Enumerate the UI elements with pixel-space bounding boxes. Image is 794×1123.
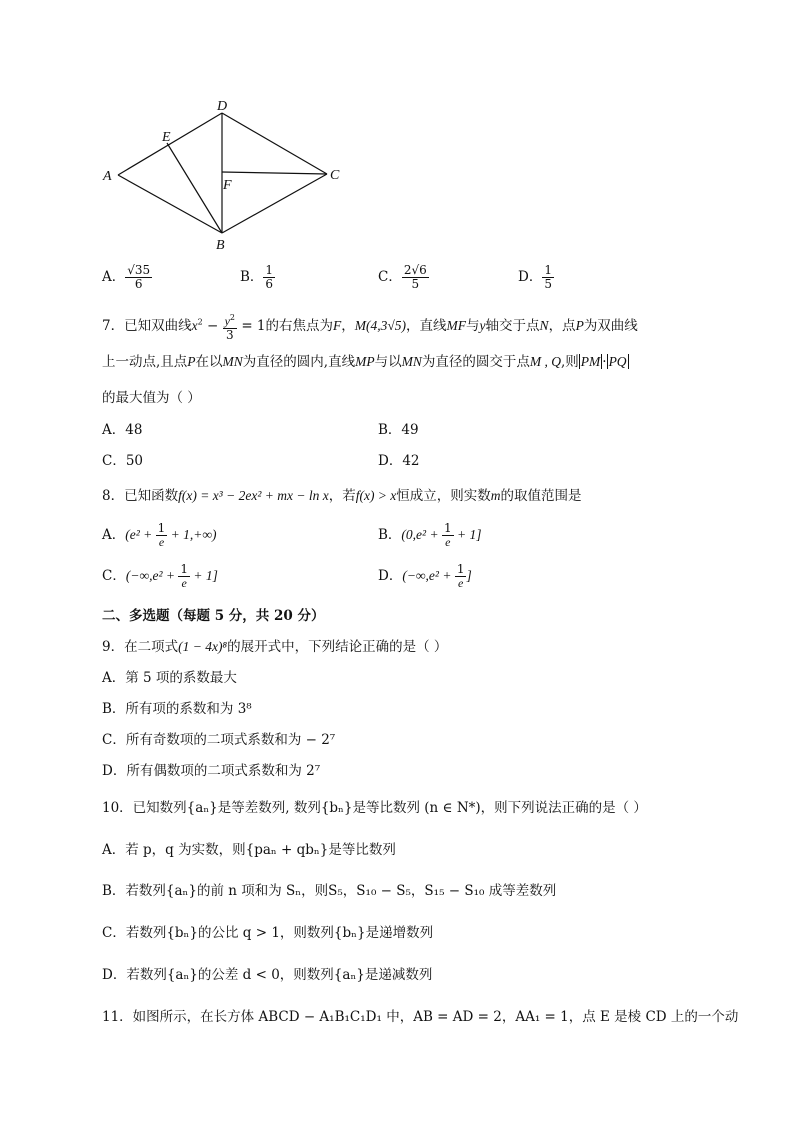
q9-stem: 9．在二项式(1 − 4x)⁸的展开式中，下列结论正确的是（ ）	[102, 639, 448, 655]
q7-option-c: C．50	[102, 453, 144, 469]
edge-FC	[222, 172, 327, 174]
q10-option-b: B．若数列{aₙ}的前 n 项和为 Sₙ，则S₅，S₁₀ − S₅，S₁₅ − S₁₀ 成等差数列	[102, 883, 557, 899]
edge-DC	[222, 113, 327, 174]
q11-stem: 11．如图所示，在长方体 ABCD − A₁B₁C₁D₁ 中，AB = AD = 2，AA₁ = 1，点 E 是棱 CD 上的一个动	[102, 1009, 739, 1025]
q6-option-a: A． $\frac{√35}{6}$	[102, 263, 151, 291]
q8-stem: 8．已知函数f(x) = x³ − 2ex² + mx − ln x，若f(x) > x恒成立，则实数m的取值范围是	[102, 488, 582, 504]
label-A: A	[103, 169, 112, 184]
q10-option-d: D．若数列{aₙ}的公差 d < 0，则数列{aₙ}是递减数列	[102, 967, 433, 983]
q9-option-a: A．第 5 项的系数最大	[102, 670, 237, 686]
label-E: E	[162, 130, 171, 145]
label-F: F	[223, 178, 232, 193]
q8-option-a: A．(e² + $\frac{1}{e}$ + 1,+∞)	[102, 521, 217, 549]
label-D: D	[217, 99, 228, 114]
q10-stem: 10．已知数列{aₙ}是等差数列, 数列{bₙ}是等比数列 (n ∈ N*)，则下列说法正确的是（ ）	[102, 800, 647, 816]
edge-BA	[118, 175, 222, 233]
q8-option-d: D．(−∞,e² + $\frac{1}{e}$ ]	[378, 562, 472, 590]
geometry-figure	[100, 96, 350, 256]
q10-option-a: A．若 p，q 为实数，则{paₙ + qbₙ}是等比数列	[102, 842, 396, 858]
q9-option-d: D．所有偶数项的二项式系数和为 2⁷	[102, 763, 321, 779]
q9-option-b: B．所有项的系数和为 3⁸	[102, 701, 252, 717]
q7-line-2: 上一动点,且点P在以MN为直径的圆内,直线MP与以MN为直径的圆交于点M , Q,则 PM · PQ	[102, 354, 627, 370]
q7-line-3: 的最大值为（ ）	[102, 390, 201, 406]
label-B: B	[216, 238, 225, 253]
q10-option-c: C．若数列{bₙ}的公比 q > 1，则数列{bₙ}是递增数列	[102, 925, 434, 941]
section-heading: 二、多选题（每题 5 分，共 20 分）	[102, 608, 325, 624]
q6-option-d: D． $\frac{1}{5}$	[518, 263, 552, 291]
q6-option-c: C． $\frac{2√6}{5}$	[378, 263, 427, 291]
q7-option-a: A．48	[102, 422, 143, 438]
q6-option-b: B． $\frac{1}{6}$	[240, 263, 274, 291]
q9-option-c: C．所有奇数项的二项式系数和为 − 2⁷	[102, 732, 336, 748]
q7-option-d: D．42	[378, 453, 420, 469]
q7-option-b: B．49	[378, 422, 419, 438]
q8-option-b: B．(0,e² + $\frac{1}{e}$ + 1]	[378, 521, 482, 549]
q7-line-1: 7．已知双曲线$x^2$ − $\frac{y^2}{3}$ = 1的右焦点为F，M(4,3√5)，直线MF与y轴交于点N，点P为双曲线	[102, 313, 638, 342]
q8-option-c: C．(−∞,e² + $\frac{1}{e}$ + 1]	[102, 562, 218, 590]
label-C: C	[330, 168, 340, 183]
edge-CB	[222, 174, 327, 233]
edge-EB	[167, 143, 222, 233]
